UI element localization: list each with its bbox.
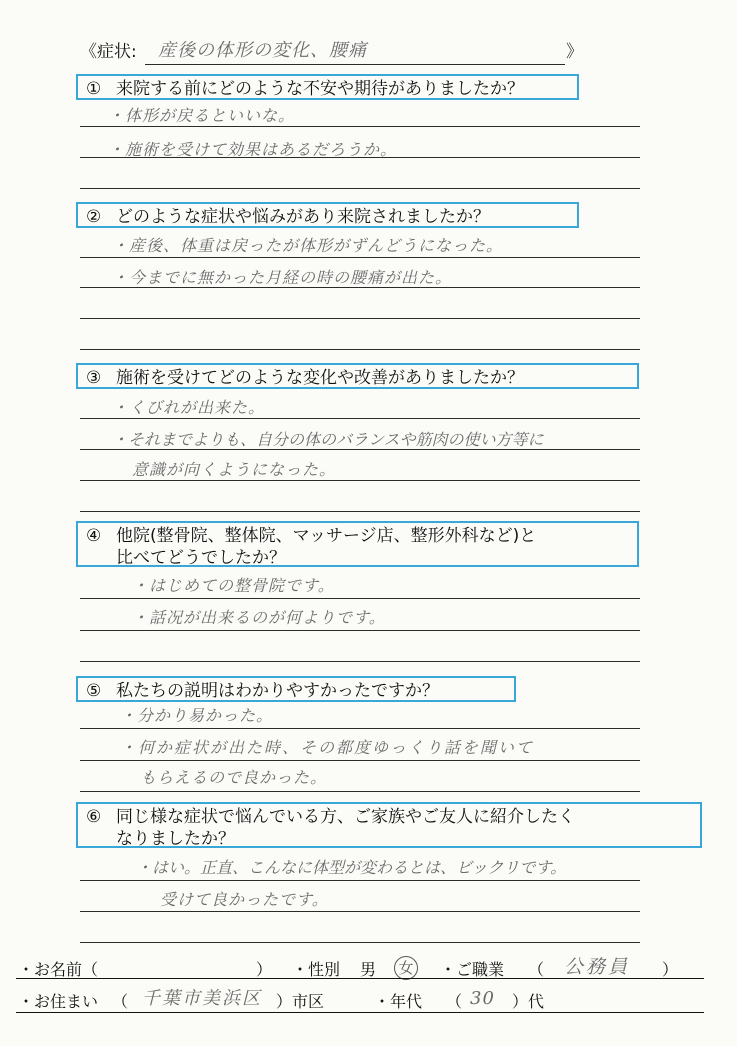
answer-2-line-1: ・産後、体重は戻ったが体形がずんどうになった。	[112, 236, 504, 255]
answer-rule	[80, 188, 640, 189]
answer-rule	[80, 480, 640, 481]
question-1-text	[86, 78, 524, 100]
job-open: （	[528, 960, 545, 979]
age-open: （	[446, 992, 463, 1011]
address-label: ・お住まい	[18, 992, 99, 1011]
question-4-number: ④	[86, 526, 102, 546]
age-close: ）代	[512, 992, 545, 1011]
question-4-label-2: 比べてどうでしたか？	[116, 548, 286, 569]
question-4-label-1: 他院(整骨院、整体院、マッサージ店、整形外科など)と	[116, 526, 537, 546]
answer-4-line-1: ・はじめての整骨院です。	[132, 576, 335, 595]
question-6-text	[86, 806, 575, 851]
question-6-label-2: なりましたか？	[116, 829, 235, 850]
question-6-label-1: 同じ様な症状で悩んでいる方、ご家族やご友人に紹介したく	[116, 807, 575, 827]
symptom-open: 《症状:	[80, 42, 137, 62]
answer-5-line-2: ・何か症状が出た時、その都度ゆっくり話を聞いて	[120, 738, 534, 757]
answer-3-line-3: 意識が向くようになった。	[132, 460, 337, 479]
answer-rule	[80, 661, 640, 662]
answer-3-line-1: ・くびれが出来た。	[112, 398, 266, 417]
answer-rule	[80, 911, 640, 912]
address-value: 千葉市美浜区	[142, 988, 262, 1009]
age-value: 30	[470, 988, 495, 1009]
gender-female: 女	[394, 956, 418, 980]
answer-rule	[80, 418, 640, 419]
answer-rule	[80, 349, 640, 350]
answer-rule	[80, 728, 640, 729]
question-3-number: ③	[86, 368, 102, 388]
footer-line-2	[16, 1012, 704, 1013]
symptom-underline	[145, 64, 565, 65]
answer-1-line-1: ・体形が戻るといいな。	[108, 106, 296, 125]
answer-rule	[80, 598, 640, 599]
address-close: ）市区	[276, 992, 325, 1011]
answer-3-line-2: ・それまでよりも、自分の体のバランスや筋肉の使い方等に	[112, 430, 544, 449]
answer-rule	[80, 630, 640, 631]
question-1-label: 来院する前にどのような不安や期待がありましたか？	[116, 79, 524, 99]
age-label: ・年代	[374, 992, 423, 1011]
question-3-label: 施術を受けてどのような変化や改善がありましたか？	[116, 368, 524, 388]
answer-rule	[80, 791, 640, 792]
answer-6-line-1: ・はい。正直、こんなに体型が変わるとは、ビックリです。	[136, 858, 567, 877]
answer-rule	[80, 942, 640, 943]
answer-1-line-2: ・施術を受けて効果はあるだろうか。	[108, 140, 398, 159]
symptom-value: 産後の体形の変化、腰痛	[158, 40, 367, 61]
job-label: ・ご職業	[440, 960, 505, 979]
answer-rule	[80, 126, 640, 127]
job-close: ）	[662, 960, 679, 979]
gender-label: ・性別	[292, 960, 341, 979]
answer-rule	[80, 257, 640, 258]
name-close: ）	[256, 960, 273, 979]
gender-female-circled	[394, 956, 418, 980]
footer-line-1	[16, 978, 704, 979]
answer-rule	[80, 760, 640, 761]
answer-rule	[80, 287, 640, 288]
answer-rule	[80, 157, 640, 158]
symptom-close: 》	[566, 42, 583, 62]
question-5-label: 私たちの説明はわかりやすかったですか？	[116, 681, 439, 701]
question-5-text	[86, 680, 439, 702]
question-2-text	[86, 206, 490, 228]
answer-5-line-1: ・分かり易かった。	[120, 706, 274, 725]
answer-2-line-2: ・今までに無かった月経の時の腰痛が出た。	[112, 268, 453, 287]
answer-rule	[80, 449, 640, 450]
answer-6-line-2: 受けて良かったです。	[160, 890, 329, 909]
address-open: （	[112, 992, 129, 1011]
question-5-number: ⑤	[86, 681, 102, 701]
answer-rule	[80, 511, 640, 512]
gender-male: 男	[360, 960, 377, 979]
answer-rule	[80, 318, 640, 319]
name-label: ・お名前（	[18, 960, 99, 979]
job-value: 公務員	[564, 956, 631, 978]
question-2-number: ②	[86, 207, 102, 227]
answer-rule	[80, 880, 640, 881]
question-2-label: どのような症状や悩みがあり来院されましたか？	[116, 207, 490, 227]
question-1-number: ①	[86, 79, 102, 99]
answer-4-line-2: ・話况が出来るのが何よりです。	[132, 608, 386, 627]
question-4-text	[86, 525, 536, 570]
question-6-number: ⑥	[86, 807, 102, 827]
answer-5-line-3: もらえるので良かった。	[140, 768, 328, 787]
question-3-text	[86, 367, 524, 389]
